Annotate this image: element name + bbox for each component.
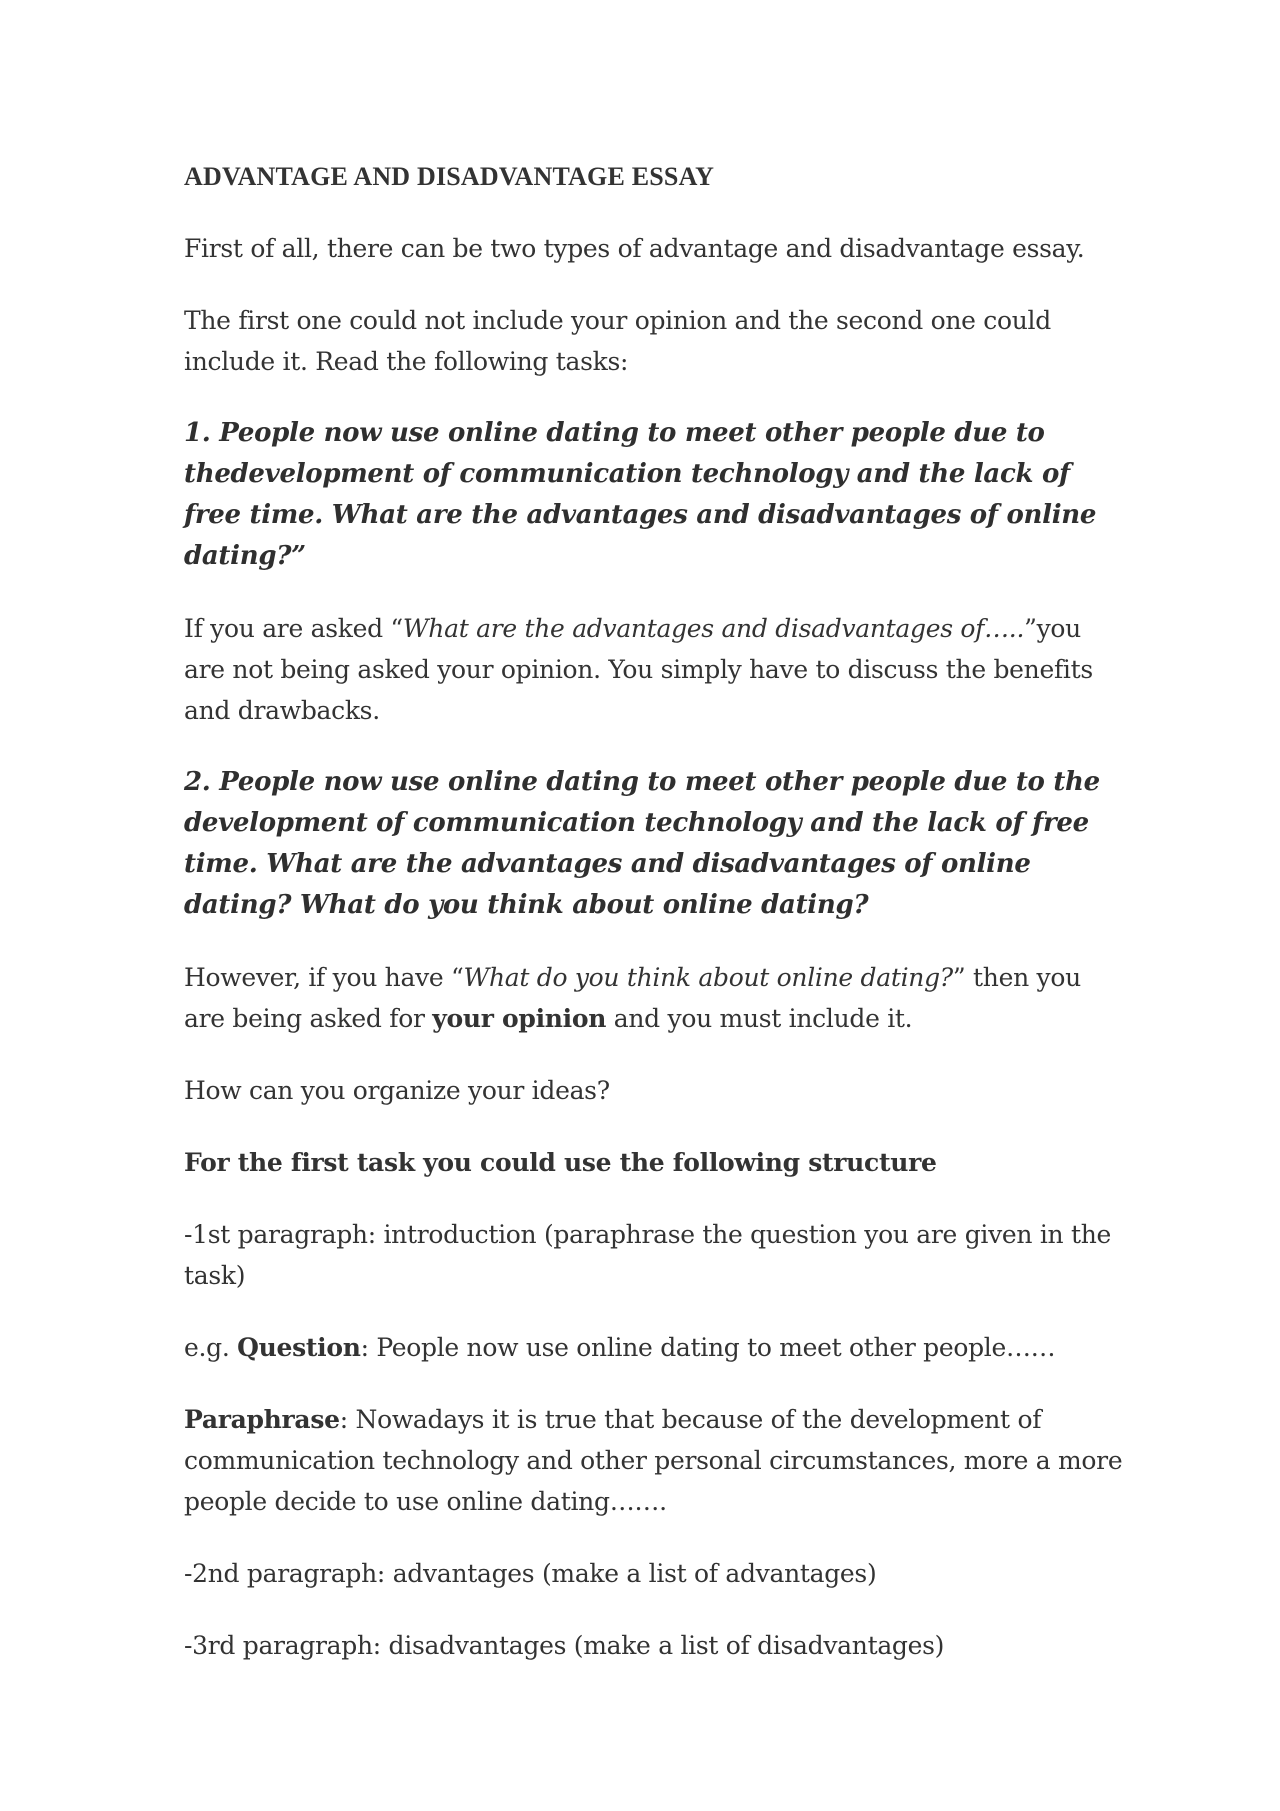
explanation-2-post: and you must include it. [606,1004,913,1033]
explanation-1-pre: If you are asked “ [184,614,403,643]
paraphrase-post: : Nowadays it is true that because of the development of communication technology and other personal circumstances, more a more people decide to use online dating……. [184,1405,1123,1516]
example-question [184,1327,1124,1368]
paragraph-1-instruction: -1st paragraph: introduction (paraphrase the question you are given in the task) [184,1220,1112,1290]
task-1: 1. People now use online dating to meet other people due to thedevelopment of communication technology and the lack of free time. What are the advantages and disadvantages of online dating?” [184,418,1097,571]
structure-heading: For the first task you could use the following structure [184,1148,937,1177]
explanation-2-quote: What do you think about online dating? [463,963,953,992]
types-paragraph: The first one could not include your opinion and the second one could include it. Read the following tasks: [184,306,1051,376]
task-2: 2. People now use online dating to meet other people due to the development of communication technology and the lack of free time. What are the advantages and disadvantages of online dating? What do you think about online dating? [184,767,1100,920]
document-title: ADVANTAGE AND DISADVANTAGE ESSAY [184,162,715,191]
explanation-1-post: ”you are not being asked your opinion. You simply have to discuss the benefits and drawbacks. [184,614,1093,725]
intro-paragraph: First of all, there can be two types of advantage and disadvantage essay. [184,234,1085,263]
example-label: Question [237,1333,361,1362]
explanation-2-emphasis: your opinion [432,1004,607,1033]
example-post: : People now use online dating to meet other people…… [360,1333,1056,1362]
paraphrase-label: Paraphrase [184,1405,340,1434]
paragraph-3-instruction: -3rd paragraph: disadvantages (make a list of disadvantages) [184,1631,945,1660]
explanation-2-mid: ” then you are being asked for [184,963,1081,1033]
example-paraphrase [184,1399,1124,1522]
explanation-2-pre: However, if you have “ [184,963,464,992]
example-pre: e.g. [184,1333,238,1362]
document-page [184,156,1124,1697]
paragraph-2-instruction: -2nd paragraph: advantages (make a list of advantages) [184,1559,877,1588]
organize-question: How can you organize your ideas? [184,1076,610,1105]
explanation-1-quote: What are the advantages and disadvantages of….. [402,614,1025,643]
explanation-2 [184,957,1124,1039]
explanation-1 [184,608,1124,731]
